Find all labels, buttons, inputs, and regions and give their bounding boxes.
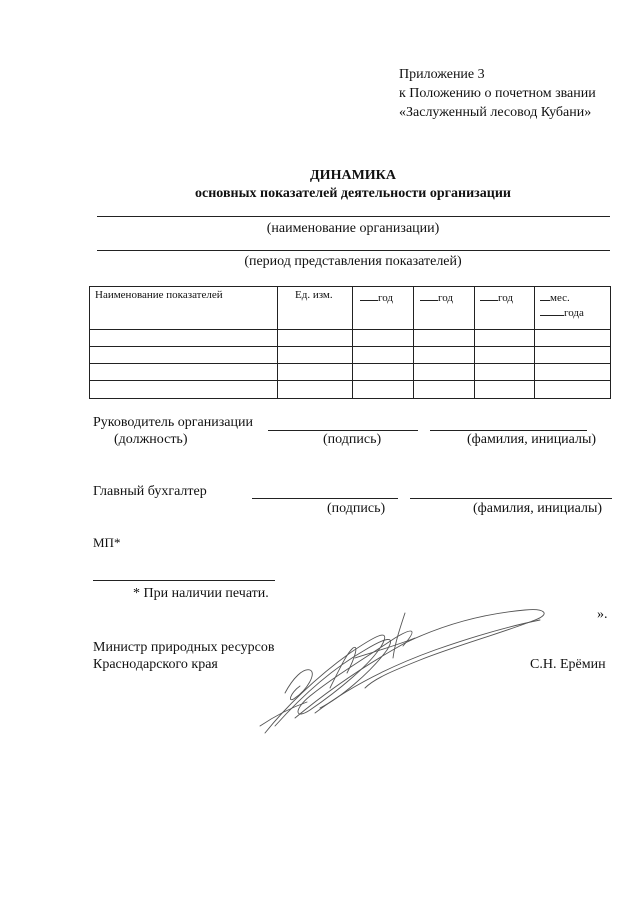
header-year-1: год xyxy=(360,289,393,305)
head-label: Руководитель организации xyxy=(93,415,253,430)
accountant-name-caption: (фамилия, инициалы) xyxy=(473,501,603,516)
accountant-name-line xyxy=(410,498,612,499)
indicators-table xyxy=(89,286,611,399)
accountant-signature-caption: (подпись) xyxy=(327,501,386,516)
footnote-separator xyxy=(93,580,275,581)
minister-title-line-1: Министр природных ресурсов xyxy=(93,640,275,655)
appendix-line-2: к Положению о почетном звании xyxy=(399,86,596,101)
accountant-label: Главный бухгалтер xyxy=(93,484,207,499)
head-name-caption: (фамилия, инициалы) xyxy=(467,432,597,447)
handwritten-signature xyxy=(255,598,555,743)
accountant-signature-line xyxy=(252,498,398,499)
period-caption: (период представления показателей) xyxy=(244,254,462,269)
head-position-caption: (должность) xyxy=(114,432,188,447)
period-line xyxy=(97,250,610,251)
header-indicator-name: Наименование показателей xyxy=(95,289,223,301)
stamp-label: МП* xyxy=(93,535,121,550)
header-year-3: год xyxy=(480,289,513,305)
header-unit: Ед. изм. xyxy=(295,289,333,301)
minister-name: С.Н. Ерёмин xyxy=(530,657,606,672)
org-name-caption: (наименование организации) xyxy=(266,221,440,236)
document-subtitle: основных показателей деятельности организации xyxy=(195,186,511,201)
footnote: * При наличии печати. xyxy=(133,586,269,601)
head-signature-caption: (подпись) xyxy=(323,432,382,447)
org-name-line xyxy=(97,216,610,217)
header-month: мес. xyxy=(540,289,570,305)
minister-title-line-2: Краснодарского края xyxy=(93,657,218,672)
header-month-year: года xyxy=(540,304,584,320)
appendix-line-1: Приложение 3 xyxy=(399,67,485,82)
document-title: ДИНАМИКА xyxy=(310,168,396,183)
header-year-2: год xyxy=(420,289,453,305)
appendix-line-3: «Заслуженный лесовод Кубани» xyxy=(399,105,592,120)
closing-quote: ». xyxy=(597,607,608,622)
